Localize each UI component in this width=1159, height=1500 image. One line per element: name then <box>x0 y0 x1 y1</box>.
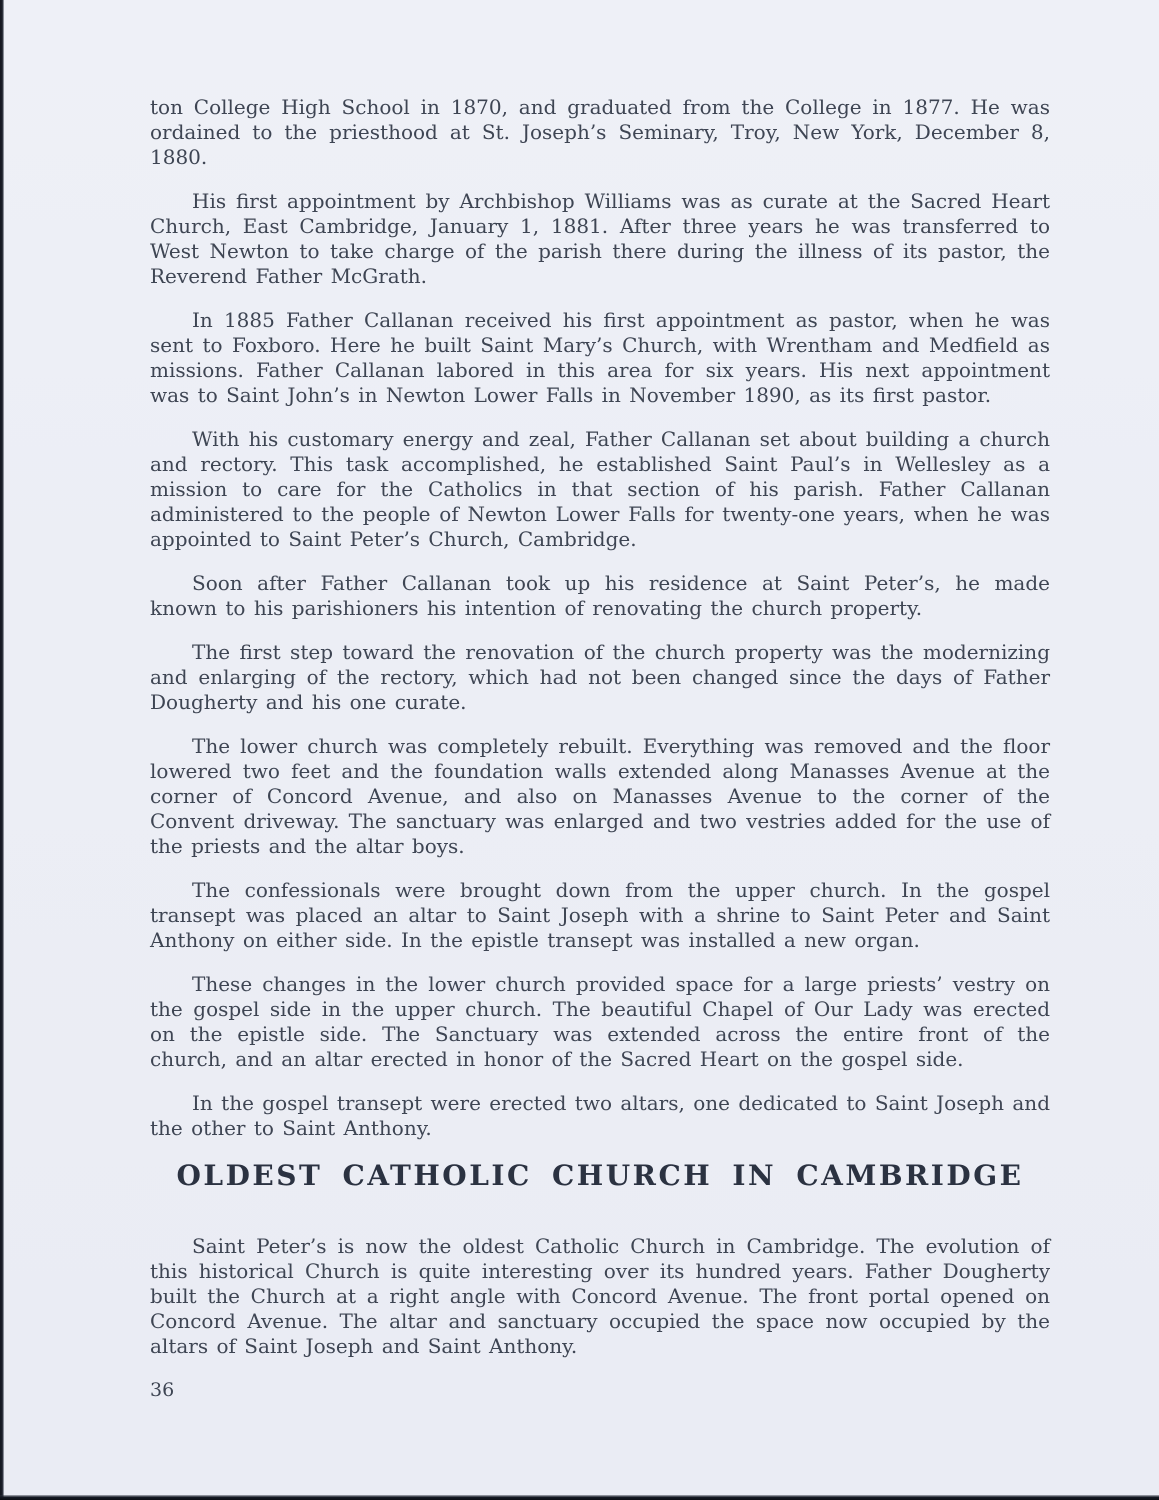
body-paragraph: Soon after Father Callanan took up his residence at Saint Peter’s, he made known to his parishioners his intention of renovating the church property. <box>150 571 1050 620</box>
body-paragraph: His first appointment by Archbishop Williams was as curate at the Sacred Heart Church, East Cambridge, January 1, 1881. After three years he was transferred to West Newton to take charge of the parish there during the illness of its pastor, the Reverend Father McGrath. <box>150 189 1050 288</box>
body-paragraph: The first step toward the renovation of the church property was the modernizing and enlarging of the rectory, which had not been changed since the days of Father Dougherty and his one curate. <box>150 640 1050 714</box>
section-paragraph: Saint Peter’s is now the oldest Catholic Church in Cambridge. The evolution of this historical Church is quite interesting over its hundred years. Father Dougherty built the Church at a right angle with Concord Avenue. The front portal opened on Concord Avenue. The altar and sanctuary occupied the space now occupied by the altars of Saint Joseph and Saint Anthony. <box>150 1234 1050 1358</box>
body-paragraph: The lower church was completely rebuilt. Everything was removed and the floor lowered two feet and the foundation walls extended along Manasses Avenue at the corner of Concord Avenue, and also on Manasses Avenue to the corner of the Convent driveway. The sanctuary was enlarged and two vestries added for the use of the priests and the altar boys. <box>150 734 1050 858</box>
text-column <box>150 95 1050 1403</box>
section-heading: OLDEST CATHOLIC CHURCH IN CAMBRIDGE <box>176 1159 1024 1192</box>
body-paragraph: In 1885 Father Callanan received his first appointment as pastor, when he was sent to Foxboro. Here he built Saint Mary’s Church, with Wrentham and Medfield as missions. Father Callanan labored in this area for six years. His next appointment was to Saint John’s in Newton Lower Falls in November 1890, as its first pastor. <box>150 308 1050 407</box>
scan-edge-left <box>0 0 4 1500</box>
body-paragraph: The confessionals were brought down from the upper church. In the gospel transept was placed an altar to Saint Joseph with a shrine to Saint Peter and Saint Anthony on either side. In the epistle transept was installed a new organ. <box>150 878 1050 952</box>
page-number: 36 <box>150 1379 175 1401</box>
body-paragraph: ton College High School in 1870, and graduated from the College in 1877. He was ordained to the priesthood at St. Joseph’s Seminary, Troy, New York, December 8, 1880. <box>150 95 1050 169</box>
body-paragraph: With his customary energy and zeal, Father Callanan set about building a church and rectory. This task accomplished, he established Saint Paul’s in Wellesley as a mission to care for the Catholics in that section of his parish. Father Callanan administered to the people of Newton Lower Falls for twenty-one years, when he was appointed to Saint Peter’s Church, Cambridge. <box>150 427 1050 551</box>
body-paragraph: These changes in the lower church provided space for a large priests’ vestry on the gospel side in the upper church. The beautiful Chapel of Our Lady was erected on the epistle side. The Sanctuary was extended across the entire front of the church, and an altar erected in honor of the Sacred Heart on the gospel side. <box>150 972 1050 1071</box>
scan-edge-bottom <box>0 1495 1159 1500</box>
body-paragraph: In the gospel transept were erected two altars, one dedicated to Saint Joseph and the other to Saint Anthony. <box>150 1091 1050 1140</box>
